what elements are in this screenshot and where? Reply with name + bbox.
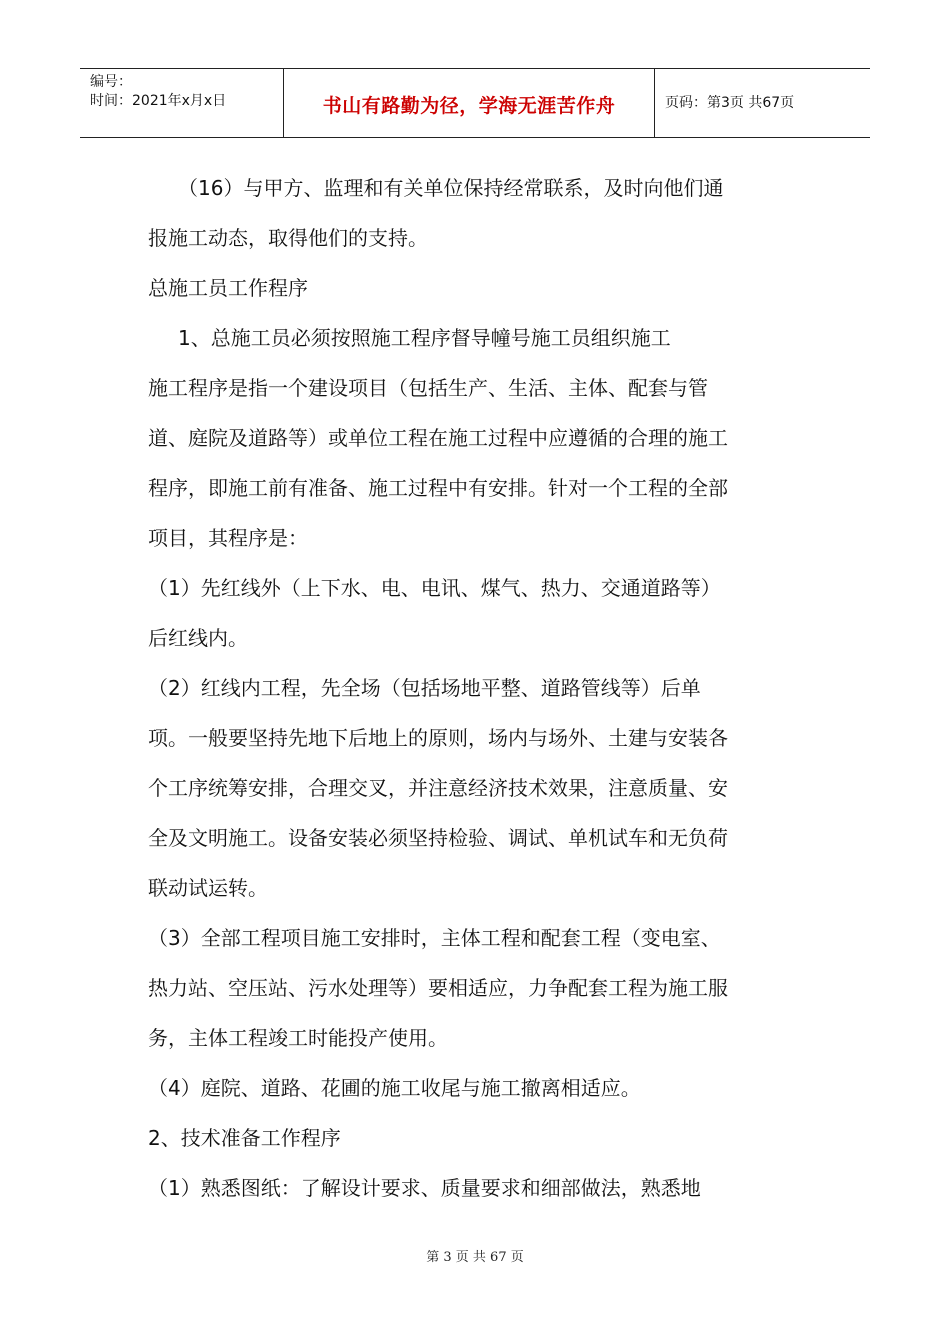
header-motto-cell (284, 69, 655, 137)
text-line: （1）先红线外（上下水、电、电讯、煤气、热力、交通道路等） (148, 576, 721, 600)
text-line: 热力站、空压站、污水处理等）要相适应，力争配套工程为施工服 (148, 976, 728, 1000)
text-line: 联动试运转。 (148, 876, 268, 900)
page-header (80, 68, 870, 138)
text-line: （16）与甲方、监理和有关单位保持经常联系，及时向他们通 (178, 176, 724, 200)
header-page-number: 页码：第3页 共67页 (665, 95, 795, 111)
serial-label: 编号： (90, 74, 132, 90)
text-line: 道、庭院及道路等）或单位工程在施工过程中应遵循的合理的施工 (148, 426, 728, 450)
text-line: 个工序统筹安排，合理交叉，并注意经济技术效果，注意质量、安 (148, 776, 728, 800)
motto: 书山有路勤为径，学海无涯苦作舟 (322, 95, 616, 117)
text-line: 施工程序是指一个建设项目（包括生产、生活、主体、配套与管 (148, 376, 708, 400)
text-line: 1、总施工员必须按照施工程序督导幢号施工员组织施工 (178, 326, 671, 350)
text-line: （2）红线内工程，先全场（包括场地平整、道路管线等）后单 (148, 676, 701, 700)
text-line: 项。一般要坚持先地下后地上的原则，场内与场外、土建与安装各 (148, 726, 728, 750)
text-line: 项目，其程序是： (148, 526, 308, 550)
document-body (148, 168, 808, 1218)
page-footer: 第 3 页 共 67 页 (426, 1250, 524, 1265)
section-heading: 总施工员工作程序 (148, 276, 308, 300)
text-line: 务，主体工程竣工时能投产使用。 (148, 1026, 448, 1050)
text-line: 全及文明施工。设备安装必须坚持检验、调试、单机试车和无负荷 (148, 826, 728, 850)
text-line: （1）熟悉图纸：了解设计要求、质量要求和细部做法，熟悉地 (148, 1176, 701, 1200)
text-line: 程序，即施工前有准备、施工过程中有安排。针对一个工程的全部 (148, 476, 728, 500)
header-info-cell (80, 69, 284, 137)
text-line: （3）全部工程项目施工安排时，主体工程和配套工程（变电室、 (148, 926, 721, 950)
text-line: （4）庭院、道路、花圃的施工收尾与施工撤离相适应。 (148, 1076, 641, 1100)
text-line: 后红线内。 (148, 626, 248, 650)
header-page-cell (655, 69, 870, 137)
text-line: 报施工动态，取得他们的支持。 (148, 226, 428, 250)
section-heading: 2、技术准备工作程序 (148, 1126, 341, 1150)
time-label: 时间：2021年x月x日 (90, 93, 227, 109)
